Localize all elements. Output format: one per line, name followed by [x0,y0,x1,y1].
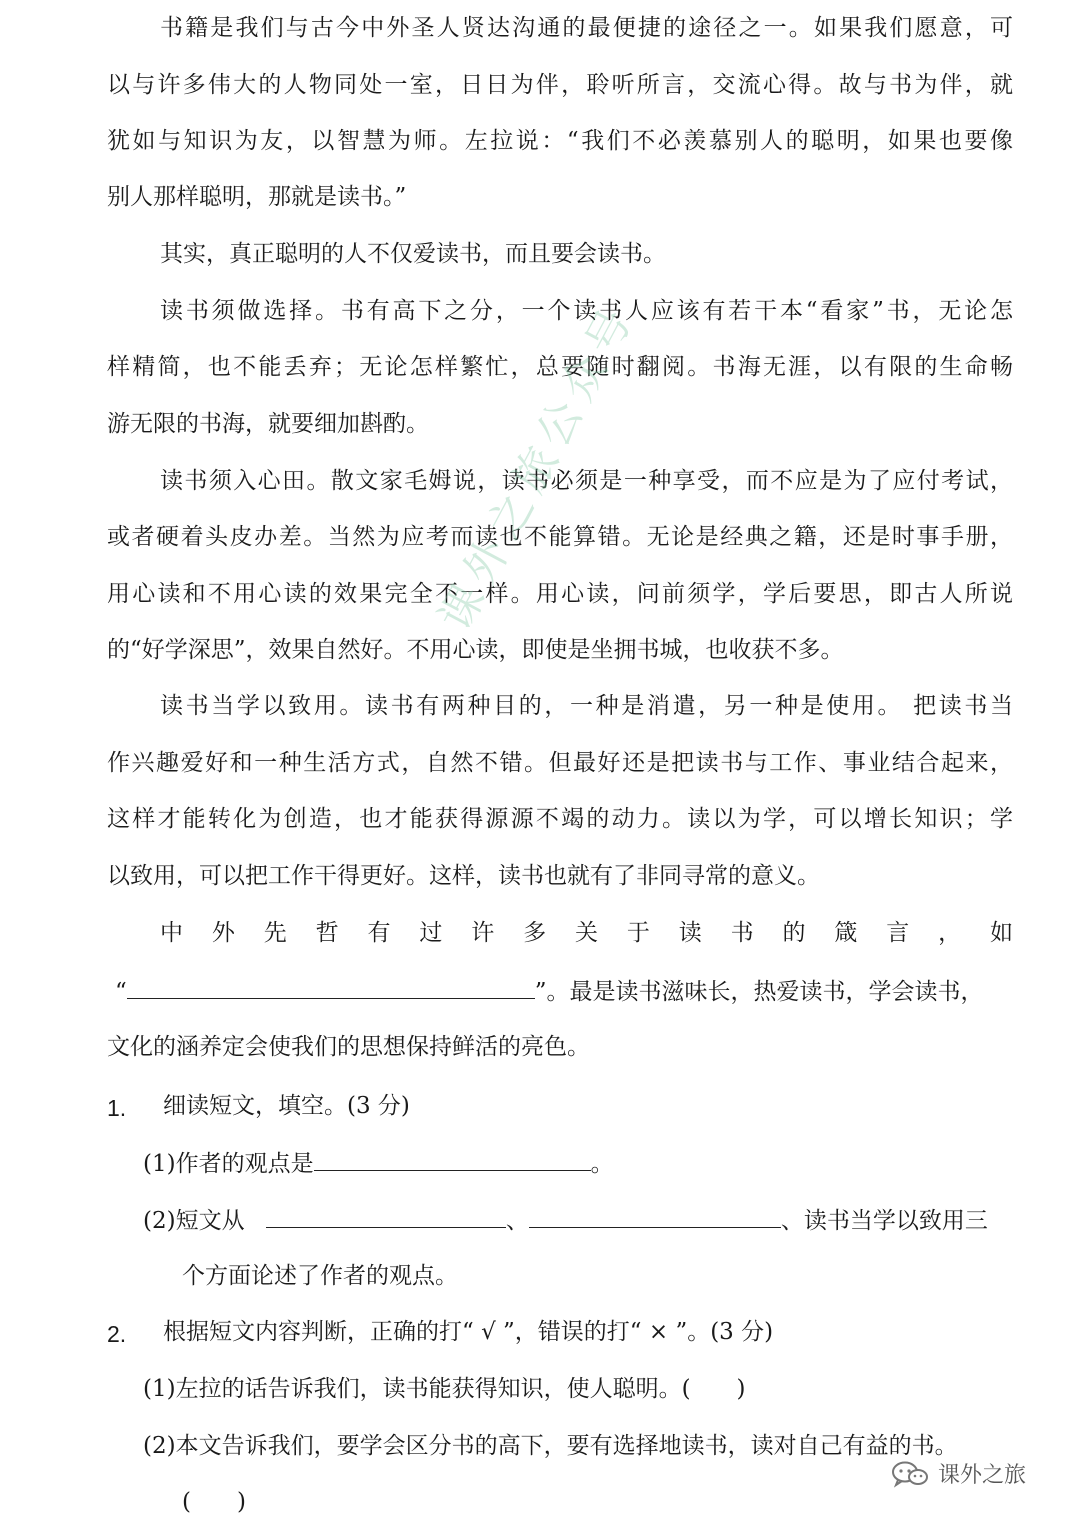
subitem-text: (2)短文从 [143,1208,252,1234]
question-subitem: (1)左拉的话告诉我们，读书能获得知识，使人聪明。( ) [143,1376,746,1402]
brand-badge [890,1458,1026,1489]
question-prompt: 细读短文，填空。(3 分) [163,1093,410,1119]
passage-line: 其实，真正聪明的人不仅爱读书，而且要会读书。 [160,241,666,267]
answer-blank[interactable] [266,1203,506,1228]
brand-name: 课外之旅 [938,1463,1027,1488]
passage-line: 读书须入心田。散文家毛姆说，读书必须是一种享受，而不应是为了应付考试， [160,468,1013,494]
passage-line: 或者硬着头皮办差。当然为应考而读也不能算错。无论是经典之籍，还是时事手册， [107,524,1013,550]
passage-line: 中外先哲有过许多关于读书的箴言，如 [160,920,1013,946]
question-subitem: (2)本文告诉我们，要学会区分书的高下，要有选择地读书，读对自己有益的书。 [143,1433,958,1459]
passage-line: 别人那样聪明，那就是读书。” [107,184,407,210]
passage-line: 书籍是我们与古今中外圣人贤达沟通的最便捷的途径之一。如果我们愿意，可 [160,15,1013,41]
passage-line: 犹如与知识为友，以智慧为师。左拉说：“我们不必羡慕别人的聪明，如果也要像 [107,128,1013,154]
question-subitem-continued: 个方面论述了作者的观点。 [182,1263,458,1289]
passage-line: 游无限的书海，就要细加斟酌。 [107,411,429,437]
passage-line: 这样才能转化为创造，也才能获得源源不竭的动力。读以为学，可以增长知识；学 [107,806,1013,832]
answer-blank[interactable] [529,1203,781,1228]
subitem-text: (1)作者的观点是 [143,1151,314,1177]
passage-line: 读书当学以致用。读书有两种目的，一种是消遣，另一种是使用。 把读书当 [160,693,1013,719]
watermark: 课外之旅公众号 [429,293,646,640]
question-prompt: 根据短文内容判断，正确的打“ √ ”，错误的打“ × ”。(3 分) [163,1319,774,1345]
passage-line: 用心读和不用心读的效果完全不一样。用心读，问前须学，学后要思，即古人所说 [107,581,1013,607]
question-subitem [0,1203,1080,1237]
passage-line: 作兴趣爱好和一种生活方式，自然不错。但最好还是把读书与工作、事业结合起来， [107,750,1013,776]
question-number: 1. [107,1095,127,1121]
question-number: 2. [107,1321,127,1347]
answer-parentheses[interactable]: ( ) [182,1489,246,1515]
quote-blank[interactable] [127,974,535,999]
passage-line: 样精简，也不能丢弃；无论怎样繁忙，总要随时翻阅。书海无涯，以有限的生命畅 [107,354,1013,380]
passage-line: 以致用，可以把工作干得更好。这样，读书也就有了非同寻常的意义。 [107,863,820,889]
answer-blank[interactable] [314,1146,591,1171]
subitem-text: 、读书当学以致用三 [780,1208,988,1234]
passage-line-with-blank [0,974,1080,1008]
subitem-text: 。 [590,1151,614,1177]
passage-line: 文化的涵养定会使我们的思想保持鲜活的亮色。 [107,1034,590,1060]
wechat-icon [890,1460,930,1488]
quote-open: “ [115,979,127,1005]
passage-text: ”。最是读书滋味长，热爱读书，学会读书， [534,979,984,1005]
passage-line: 读书须做选择。书有高下之分，一个读书人应该有若干本“看家”书，无论怎 [160,298,1013,324]
passage-line: 以与许多伟大的人物同处一室，日日为伴，聆听所言，交流心得。故与书为伴，就 [107,72,1013,98]
passage-line: 的“好学深思”，效果自然好。不用心读，即使是坐拥书城，也收获不多。 [107,637,844,663]
question-subitem [0,1146,1080,1180]
subitem-text: 、 [505,1208,529,1234]
